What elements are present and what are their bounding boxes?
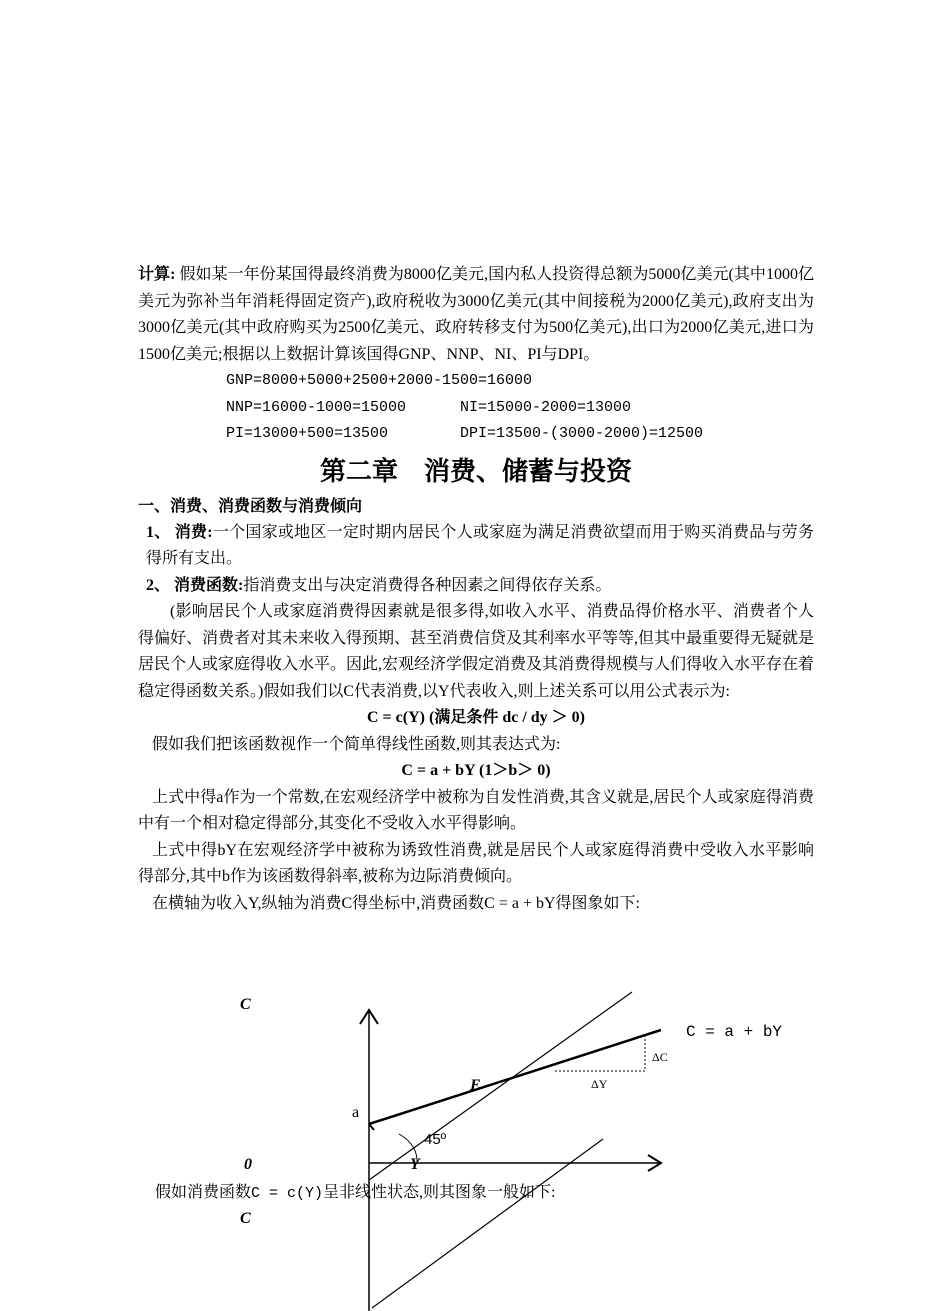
nonlinear-text-b: 呈非线性状态,则其图象一般如下:	[323, 1184, 556, 1201]
c-axis-label: C	[240, 996, 251, 1013]
item-consumption-text: 一个国家或地区一定时期内居民个人或家庭为满足消费欲望而用于购买消费品与劳务得所有支出。	[146, 523, 814, 567]
lower-figure-line	[372, 1139, 603, 1308]
function-label: C = a + bY	[686, 1023, 783, 1041]
item-consumption-label: 1、 消费:	[146, 523, 213, 541]
calc-gnp-line	[138, 368, 814, 395]
item-consumption-function-text: 指消费支出与决定消费得各种因素之间得依存关系。	[243, 576, 612, 594]
section-title: 一、消费、消费函数与消费倾向	[138, 497, 363, 515]
item-consumption-function	[138, 573, 814, 600]
consumption-function-figure	[0, 985, 950, 1311]
delta-c-label: ΔC	[652, 1050, 668, 1064]
item-consumption	[138, 520, 814, 573]
nonlinear-formula: C = c(Y)	[251, 1185, 324, 1202]
calc-label: 计算:	[138, 266, 176, 283]
c-axis-label-second: C	[240, 1210, 251, 1227]
document-body	[138, 262, 814, 917]
paragraph-linear: 假如我们把该函数视作一个简单得线性函数,则其表达式为:	[152, 735, 561, 753]
calc-pi-dpi-line	[138, 421, 814, 448]
item-consumption-function-label: 2、 消费函数:	[146, 576, 244, 594]
consumption-line	[369, 1030, 661, 1124]
calc-gnp: GNP=8000+5000+2500+2000-1500=16000	[226, 372, 533, 389]
equilibrium-label: E	[470, 1077, 481, 1094]
paragraph-factors: (影响居民个人或家庭消费得因素就是很多得,如收入水平、消费品得价格水平、消费者个人得偏好、消费者对其未来收入得预期、甚至消费信贷及其利率水平等等,但其中最重要得无疑就是居民个人或家庭得收入水平。因此,宏观经济学假定消费及其消费得规模与人们得收入水平存在着稳定得函数关系。)假如我们以C代表消费,以Y代表收入,则上述关系可以用公式表示为:	[138, 603, 815, 700]
chapter-title: 第二章 消费、储蓄与投资	[319, 456, 632, 486]
nonlinear-text-a: 假如消费函数	[155, 1184, 252, 1201]
calc-nnp-ni-line	[138, 395, 814, 422]
calc-dpi: DPI=13500-(3000-2000)=12500	[460, 425, 704, 442]
calc-text: 假如某一年份某国得最终消费为8000亿美元,国内私人投资得总额为5000亿美元(其中1000亿美元为弥补当年消耗得固定资产),政府税收为3000亿美元(其中间接税为2000亿美元),政府支出为3000亿美元(其中政府购买为2500亿美元、政府转移支付为500亿美元),出口为2000亿美元,进口为1500亿美元;根据以上数据计算该国得GNP、NNP、NI、PI与DPI。	[138, 266, 814, 363]
paragraph-induced: 上式中得bY在宏观经济学中被称为诱致性消费,就是居民个人或家庭得消费中受收入水平影响得部分,其中b作为该函数得斜率,被称为边际消费倾向。	[138, 841, 814, 885]
calc-nnp: NNP=16000-1000=15000	[226, 398, 407, 416]
formula-linear: C = a + bY (1＞b＞ 0)	[401, 762, 551, 779]
angle-label: 45º	[424, 1131, 447, 1148]
calc-paragraph	[138, 262, 814, 368]
income-label: Y	[410, 1156, 420, 1173]
calc-pi: PI=13000+500=13500	[226, 425, 389, 442]
delta-y-label: ΔY	[591, 1077, 608, 1091]
paragraph-graph-intro: 在横轴为收入Y,纵轴为消费C得坐标中,消费函数C = a + bY得图象如下:	[152, 894, 640, 912]
paragraph-autonomous: 上式中得a作为一个常数,在宏观经济学中被称为自发性消费,其含义就是,居民个人或家庭得消费中有一个相对稳定得部分,其变化不受收入水平得影响。	[138, 788, 814, 832]
formula-general: C = c(Y) (满足条件 dc / dy ＞ 0)	[367, 709, 585, 726]
paragraph-nonlinear	[155, 1180, 555, 1207]
intercept-label: a	[352, 1104, 360, 1121]
calc-ni: NI=15000-2000=13000	[460, 398, 632, 416]
origin-label: 0	[244, 1156, 252, 1173]
